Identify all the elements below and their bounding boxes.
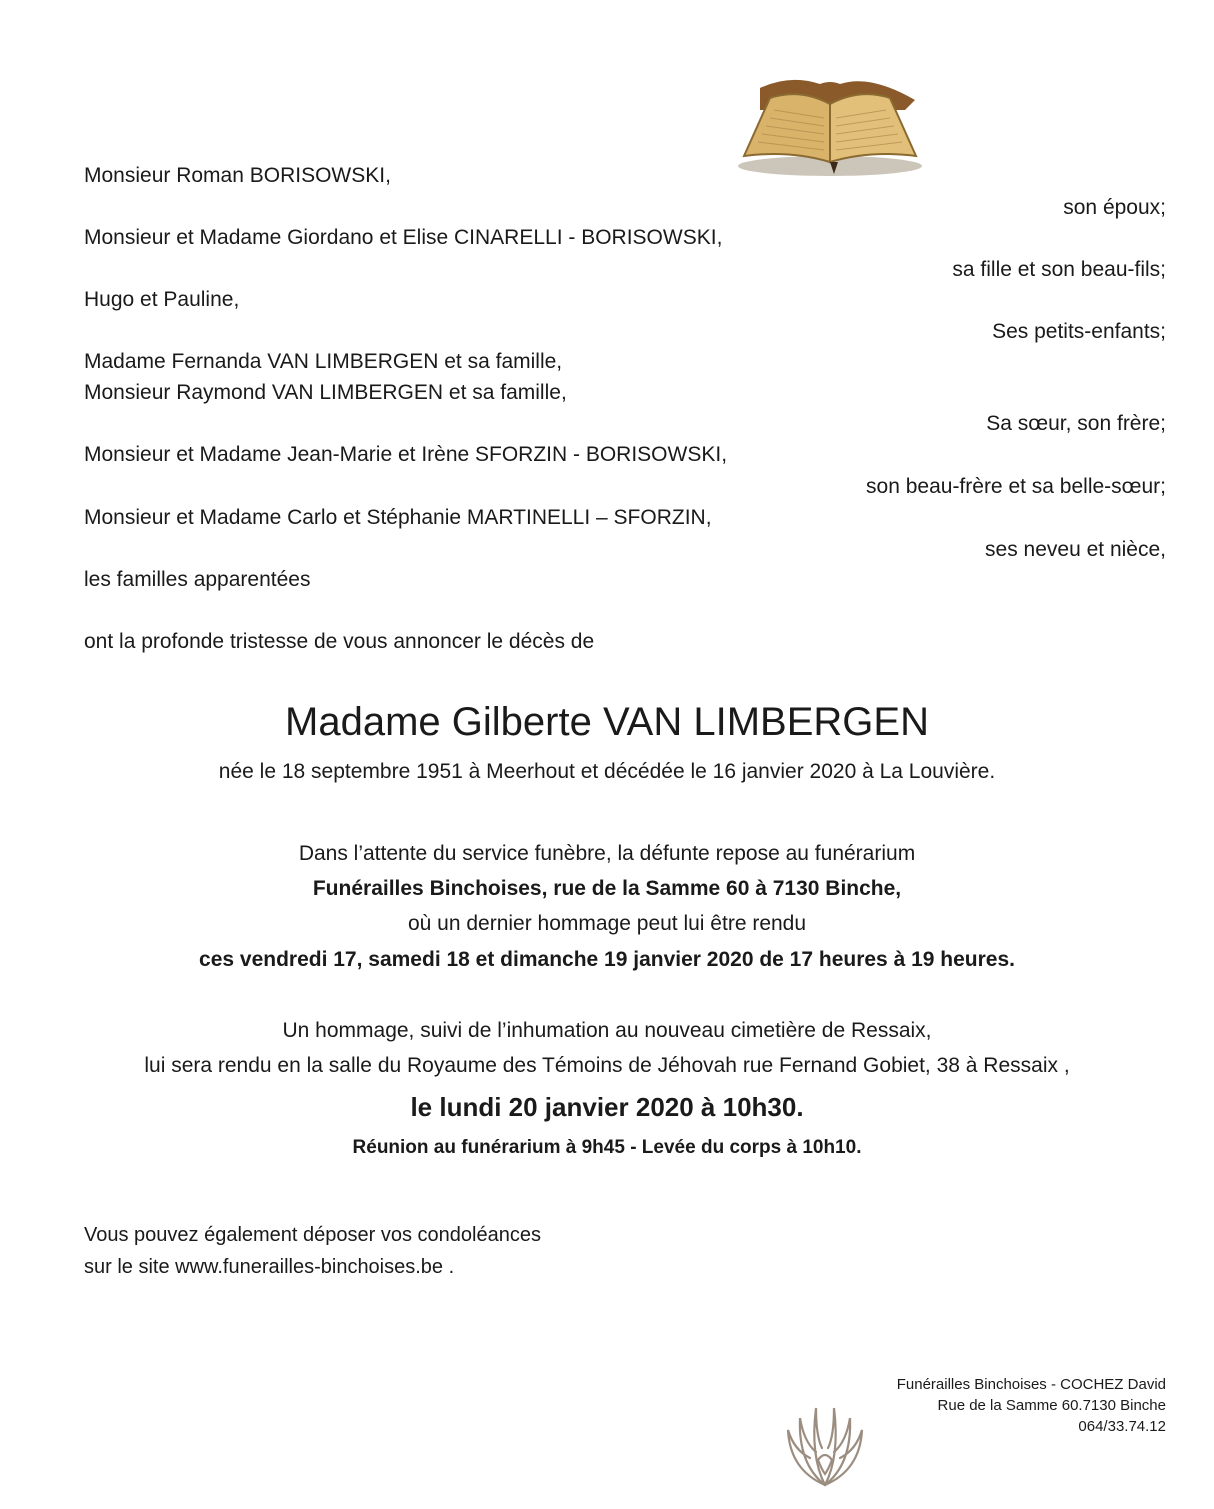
- family-relation-2: sa fille et son beau-fils;: [952, 258, 1166, 281]
- deceased-name: Madame Gilberte VAN LIMBERGEN: [285, 700, 929, 744]
- family-relation-1: son époux;: [1063, 196, 1166, 219]
- footer-address: Rue de la Samme 60.7130 Binche: [937, 1397, 1166, 1414]
- family-member-2: Monsieur et Madame Giordano et Elise CINARELLI - BORISOWSKI,: [84, 226, 723, 249]
- footer-phone: 064/33.74.12: [1078, 1418, 1166, 1435]
- condolences-line-2: sur le site www.funerailles-binchoises.be .: [84, 1256, 455, 1278]
- family-member-1: Monsieur Roman BORISOWSKI,: [84, 164, 391, 187]
- phoenix-logo-icon: [770, 1400, 880, 1490]
- footer-contact: [897, 1374, 1166, 1437]
- viewing-hommage: où un dernier hommage peut lui être rendu: [407, 912, 807, 935]
- ceremony-line-1: Un hommage, suivi de l’inhumation au nouveau cimetière de Ressaix,: [282, 1019, 932, 1042]
- ceremony-line-2: lui sera rendu en la salle du Royaume des Témoins de Jéhovah rue Fernand Gobiet, 38 à Ressaix ,: [144, 1054, 1070, 1077]
- ceremony-date: le lundi 20 janvier 2020 à 10h30.: [410, 1092, 804, 1122]
- birth-death-line: née le 18 septembre 1951 à Meerhout et décédée le 16 janvier 2020 à La Louvière.: [218, 760, 996, 783]
- footer-company: Funérailles Binchoises - COCHEZ David: [896, 1376, 1166, 1393]
- family-relation-5: son beau-frère et sa belle-sœur;: [866, 475, 1166, 498]
- family-relation-3: Ses petits-enfants;: [992, 320, 1166, 343]
- announcement: ont la profonde tristesse de vous annoncer le décès de: [84, 630, 595, 653]
- open-book-icon: [730, 70, 930, 180]
- family-member-4b: Monsieur Raymond VAN LIMBERGEN et sa famille,: [84, 381, 567, 404]
- viewing-intro: Dans l’attente du service funèbre, la défunte repose au funérarium: [298, 842, 916, 865]
- ceremony-meeting: Réunion au funérarium à 9h45 - Levée du corps à 10h10.: [352, 1137, 862, 1158]
- family-member-6: Monsieur et Madame Carlo et Stéphanie MARTINELLI – SFORZIN,: [84, 506, 712, 529]
- family-member-5: Monsieur et Madame Jean-Marie et Irène SFORZIN - BORISOWSKI,: [84, 443, 728, 466]
- family-member-3: Hugo et Pauline,: [84, 288, 240, 311]
- family-relation-4: Sa sœur, son frère;: [986, 412, 1166, 435]
- condolences-line-1: Vous pouvez également déposer vos condoléances: [84, 1224, 541, 1246]
- family-member-4: Madame Fernanda VAN LIMBERGEN et sa famille,: [84, 350, 563, 373]
- viewing-place: Funérailles Binchoises, rue de la Samme 60 à 7130 Binche,: [312, 877, 902, 900]
- family-relation-6: ses neveu et nièce,: [985, 538, 1166, 561]
- families-line: les familles apparentées: [84, 568, 311, 591]
- viewing-dates: ces vendredi 17, samedi 18 et dimanche 19 janvier 2020 de 17 heures à 19 heures.: [199, 948, 1015, 971]
